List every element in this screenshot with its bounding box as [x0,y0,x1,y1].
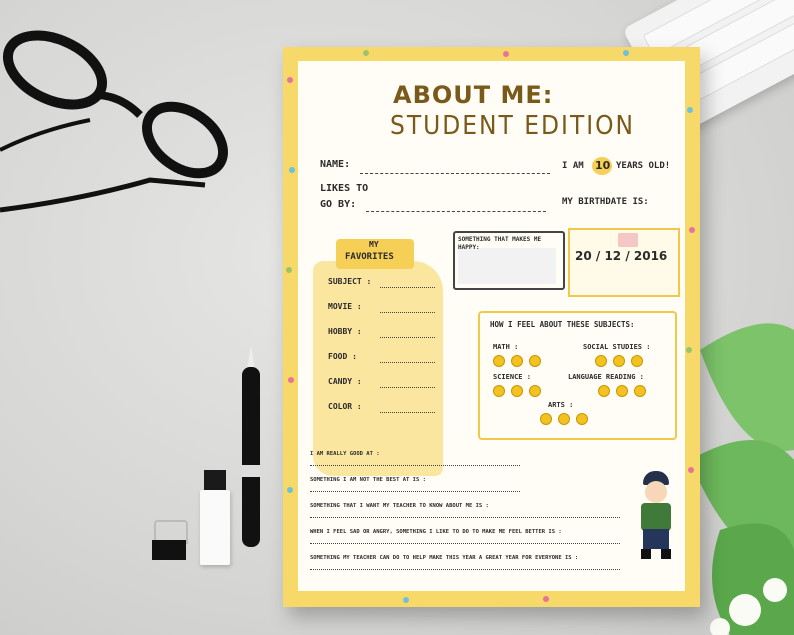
emoji-rating-icon[interactable] [634,385,646,397]
likes-label-1: LIKES TO [320,183,369,194]
favorite-label: COLOR : [328,402,362,411]
eyeglasses [0,0,250,230]
student-illustration [633,471,678,566]
name-label: NAME: [320,159,351,170]
pen [238,345,264,560]
favorite-line[interactable] [380,312,435,313]
emoji-rating-icon[interactable] [540,413,552,425]
emoji-rating-icon[interactable] [613,355,625,367]
favorite-line[interactable] [380,362,435,363]
birthdate-label: MY BIRTHDATE IS: [562,197,649,207]
emoji-rating-icon[interactable] [631,355,643,367]
prompt-label: SOMETHING THAT I WANT MY TEACHER TO KNOW ABOUT ME IS : [310,503,489,509]
worksheet-content [298,61,685,591]
happy-label: SOMETHING THAT MAKES ME HAPPY: [458,236,542,251]
birthdate-value: 20 / 12 / 2016 [575,249,668,263]
favorite-label: FOOD : [328,352,357,361]
prompt-label: SOMETHING I AM NOT THE BEST AT IS : [310,477,426,483]
worksheet-page [283,47,700,607]
subject-label: MATH : [493,343,519,351]
favorite-line[interactable] [380,412,435,413]
age-suffix: YEARS OLD! [616,161,671,171]
age-prefix: I AM [562,161,584,171]
favorite-line[interactable] [380,337,435,338]
page-subtitle: STUDENT EDITION [390,111,636,141]
happy-box-fill [458,248,556,284]
feel-title: HOW I FEEL ABOUT THESE SUBJECTS: [490,320,635,329]
emoji-rating-icon[interactable] [493,385,505,397]
likes-line[interactable] [366,211,546,212]
emoji-rating-icon[interactable] [616,385,628,397]
subject-label: LANGUAGE READING : [568,373,644,381]
subject-label: ARTS : [548,401,574,409]
prompt-label: I AM REALLY GOOD AT : [310,451,380,457]
emoji-rating-icon[interactable] [511,355,523,367]
emoji-rating-icon[interactable] [558,413,570,425]
subject-label: SOCIAL STUDIES : [583,343,651,351]
usb-drive [200,470,230,565]
emoji-rating-icon[interactable] [529,355,541,367]
emoji-rating-icon[interactable] [576,413,588,425]
subject-label: SCIENCE : [493,373,531,381]
likes-label-2: GO BY: [320,199,357,210]
emoji-rating-icon[interactable] [595,355,607,367]
cake-icon [618,233,638,247]
favorite-label: CANDY : [328,377,362,386]
age-value: 10 [595,159,611,172]
prompt-line[interactable] [310,543,620,544]
prompt-line[interactable] [310,569,620,570]
name-line[interactable] [360,173,550,174]
binder-clip [152,520,186,560]
favorite-line[interactable] [380,387,435,388]
favorite-label: SUBJECT : [328,277,372,286]
favorites-panel [313,261,443,476]
favorite-line[interactable] [380,287,435,288]
prompt-label: WHEN I FEEL SAD OR ANGRY, SOMETHING I LIKE TO DO TO MAKE ME FEEL BETTER IS : [310,529,562,535]
favorites-title-1: MY [369,240,379,249]
emoji-rating-icon[interactable] [529,385,541,397]
favorite-label: HOBBY : [328,327,362,336]
emoji-rating-icon[interactable] [511,385,523,397]
prompt-line[interactable] [310,465,520,466]
emoji-rating-icon[interactable] [493,355,505,367]
emoji-rating-icon[interactable] [598,385,610,397]
favorite-label: MOVIE : [328,302,362,311]
prompt-line[interactable] [310,517,620,518]
prompt-line[interactable] [310,491,520,492]
prompt-label: SOMETHING MY TEACHER CAN DO TO HELP MAKE THIS YEAR A GREAT YEAR FOR EVERYONE IS : [310,555,579,561]
page-title: ABOUT ME: [393,81,554,109]
favorites-title-2: FAVORITES [345,252,394,262]
